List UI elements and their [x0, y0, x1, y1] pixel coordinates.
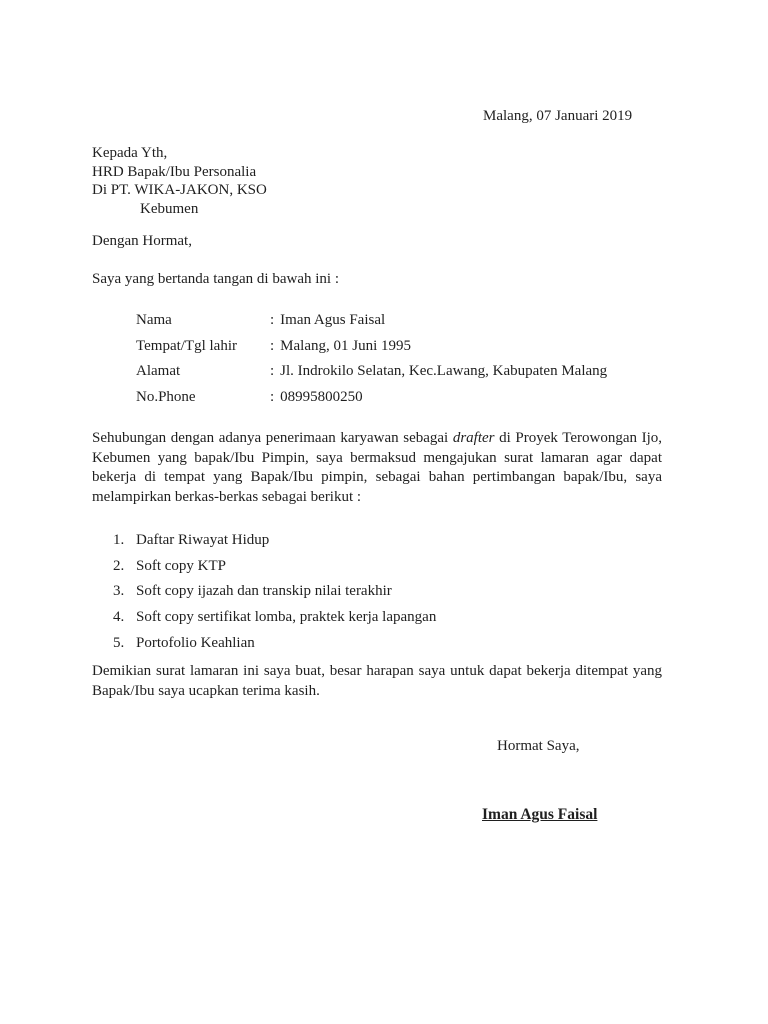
- detail-colon: :: [270, 337, 275, 354]
- detail-row-tempat-tgl-lahir: [136, 334, 607, 360]
- drafter-italic-term: drafter: [452, 430, 495, 446]
- item-number: 1.: [113, 532, 125, 548]
- recipient-line-city: Kebumen: [140, 200, 199, 217]
- intro-line: Saya yang bertanda tangan di bawah ini :: [92, 271, 340, 287]
- detail-row-alamat: [136, 359, 607, 385]
- detail-colon: :: [270, 312, 275, 328]
- detail-value: 08995800250: [280, 388, 363, 405]
- attachments-list: [92, 528, 436, 657]
- recipient-line-kepada: Kepada Yth,: [92, 145, 168, 161]
- item-text: Portofolio Keahlian: [136, 634, 255, 651]
- detail-value: Jl. Indrokilo Selatan, Kec.Lawang, Kabupaten Malang: [280, 363, 608, 379]
- signoff: Hormat Saya,: [497, 738, 580, 754]
- list-item: [92, 554, 436, 580]
- closing-paragraph: Demikian surat lamaran ini saya buat, besar harapan saya untuk dapat bekerja ditempat yang Bapak/Ibu saya ucapkan terima kasih.: [92, 663, 662, 699]
- recipient-line-company: Di PT. WIKA-JAKON, KSO: [92, 182, 267, 199]
- detail-colon: :: [270, 363, 275, 379]
- item-text: Daftar Riwayat Hidup: [136, 532, 270, 548]
- item-text: Soft copy sertifikat lomba, praktek kerja lapangan: [136, 609, 437, 626]
- list-item: [92, 579, 436, 605]
- item-number: 3.: [113, 583, 125, 600]
- detail-row-nama: [136, 308, 607, 334]
- body-paragraph: [92, 429, 662, 507]
- detail-colon: :: [270, 388, 275, 405]
- salutation: Dengan Hormat,: [92, 233, 192, 249]
- personal-details-table: [136, 308, 607, 410]
- detail-row-no-phone: [136, 385, 607, 411]
- list-item: [92, 605, 436, 631]
- detail-label: Tempat/Tgl lahir: [136, 337, 238, 354]
- item-text: Soft copy KTP: [136, 557, 226, 574]
- item-number: 5.: [113, 634, 125, 651]
- list-item: [92, 528, 436, 554]
- item-text: Soft copy ijazah dan transkip nilai terakhir: [136, 583, 392, 600]
- detail-label: Alamat: [136, 363, 181, 379]
- detail-value: Malang, 01 Juni 1995: [280, 337, 411, 354]
- signature-name: Iman Agus Faisal: [482, 806, 598, 823]
- list-item: [92, 631, 436, 657]
- item-number: 2.: [113, 557, 125, 574]
- letter-date: Malang, 07 Januari 2019: [483, 108, 633, 124]
- item-number: 4.: [113, 609, 125, 626]
- body-paragraph-after: di Proyek Terowongan Ijo, Kebumen yang bapak/Ibu Pimpin, saya bermaksud mengajukan surat lamaran agar dapat bekerja di tempat yang Bapak/Ibu pimpin, sebagai bahan pertimbangan bapak/Ibu, saya melampirkan berkas-berkas sebagai berikut :: [92, 430, 663, 505]
- detail-label: Nama: [136, 312, 172, 328]
- detail-label: No.Phone: [136, 388, 196, 405]
- body-paragraph-before: Sehubungan dengan adanya penerimaan karyawan sebagai: [92, 430, 453, 446]
- detail-value: Iman Agus Faisal: [280, 312, 386, 328]
- recipient-line-hrd: HRD Bapak/Ibu Personalia: [92, 163, 257, 180]
- recipient-block: [92, 144, 267, 218]
